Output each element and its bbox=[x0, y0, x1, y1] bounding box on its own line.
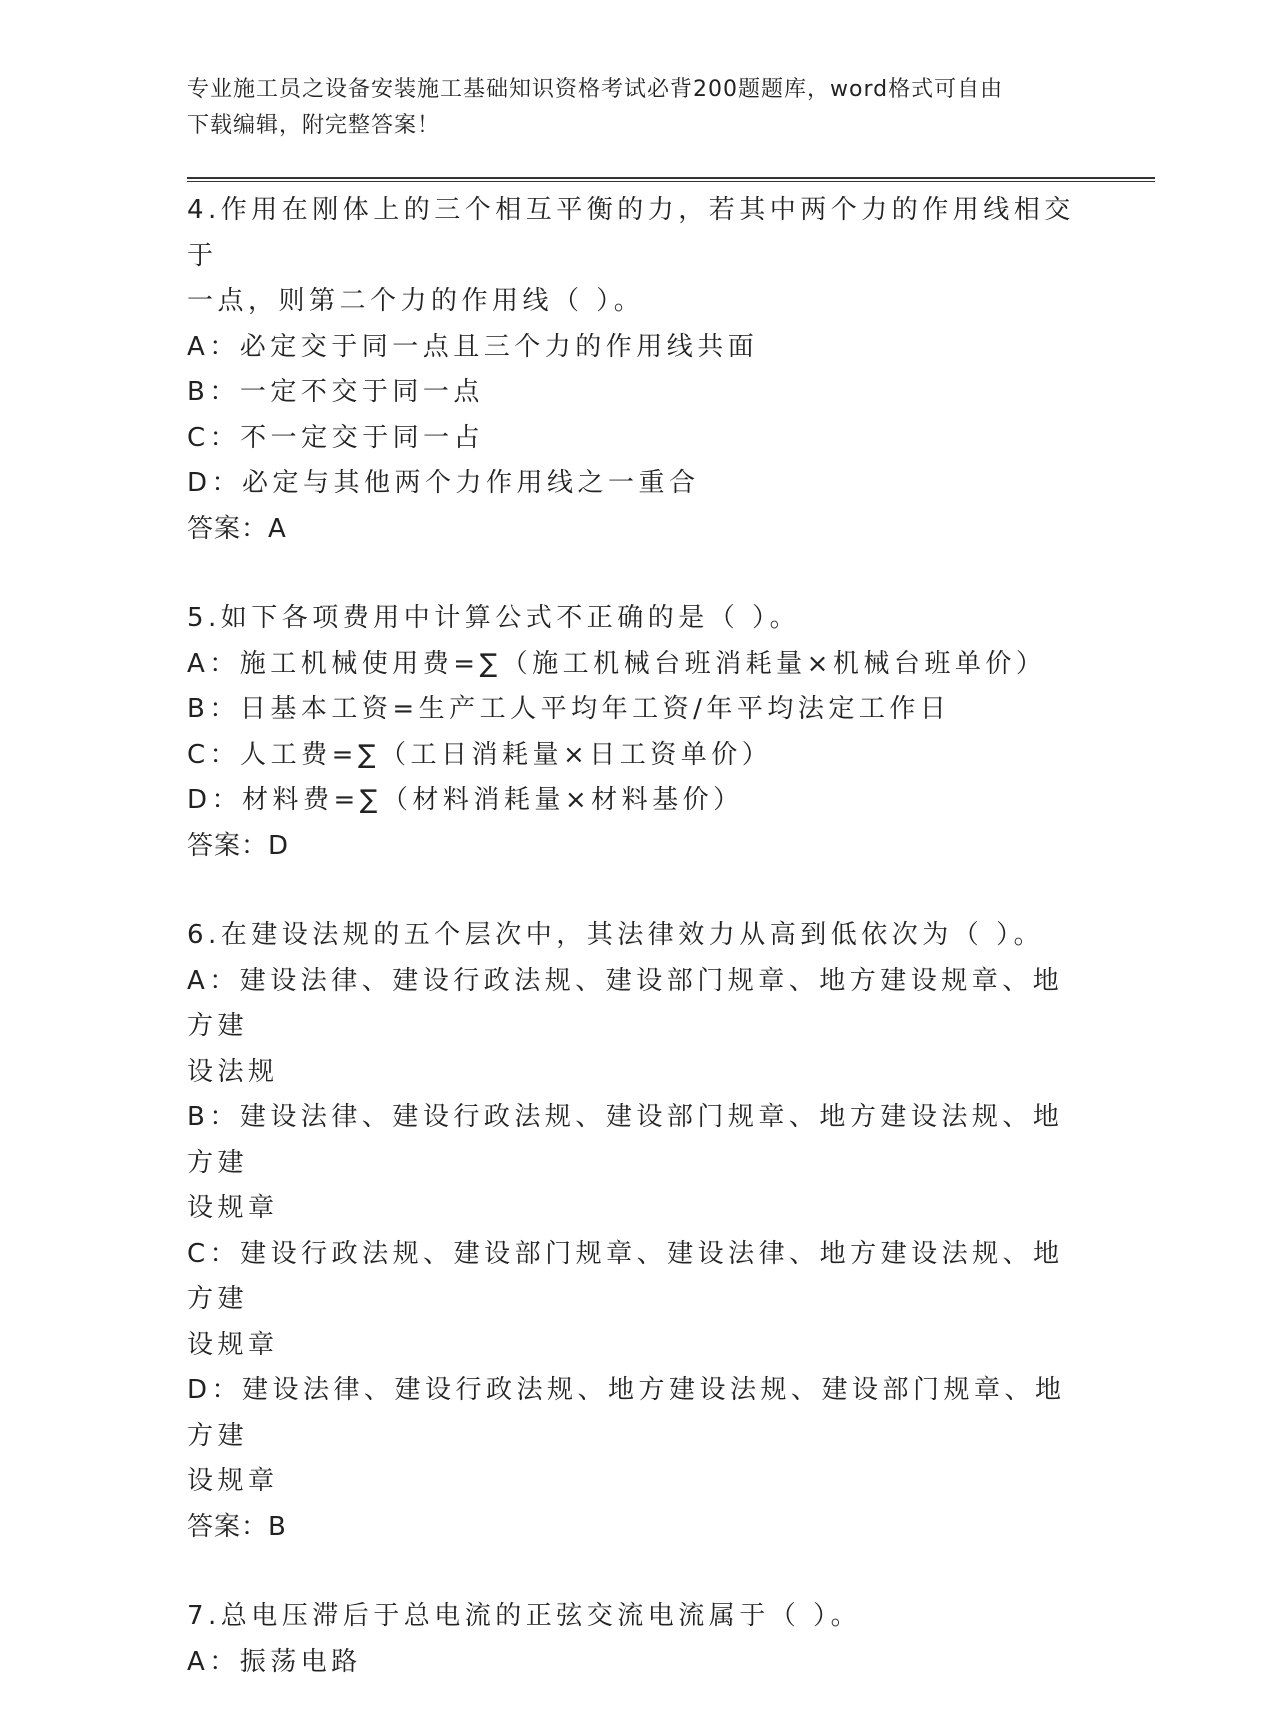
question-stem: 5.如下各项费用中计算公式不正确的是（ ）。 bbox=[187, 603, 801, 633]
question-stem: 4.作用在刚体上的三个相互平衡的力，若其中两个力的作用线相交于 bbox=[187, 195, 1075, 271]
option-a: A：必定交于同一点且三个力的作用线共面 bbox=[187, 331, 759, 362]
question-6 bbox=[187, 913, 1087, 1550]
question-4 bbox=[187, 188, 1087, 552]
option-b: B：一定不交于同一点 bbox=[187, 377, 484, 407]
option-d: D：必定与其他两个力作用线之一重合 bbox=[187, 468, 700, 498]
question-stem-continued: 一点，则第二个力的作用线（ ）。 bbox=[187, 286, 645, 316]
option-d: D：材料费=∑（材料消耗量×材料基价） bbox=[187, 785, 744, 815]
answer: 答案：D bbox=[187, 830, 290, 861]
option-c: C：人工费=∑（工日消耗量×日工资单价） bbox=[187, 739, 773, 770]
option-b: B：建设法律、建设行政法规、建设部门规章、地方建设法规、地方建 bbox=[187, 1102, 1064, 1178]
option-c-continued: 设规章 bbox=[187, 1329, 279, 1360]
option-c: C：建设行政法规、建设部门规章、建设法律、地方建设法规、地方建 bbox=[187, 1238, 1064, 1314]
option-a: A：建设法律、建设行政法规、建设部门规章、地方建设规章、地方建 bbox=[187, 965, 1064, 1041]
option-a: A：施工机械使用费=∑（施工机械台班消耗量×机械台班单价） bbox=[187, 648, 1047, 679]
option-b: B：日基本工资=生产工人平均年工资/年平均法定工作日 bbox=[187, 694, 951, 724]
option-d-continued: 设规章 bbox=[187, 1466, 279, 1496]
header-rule-thin bbox=[187, 181, 1155, 182]
answer: 答案：A bbox=[187, 513, 287, 544]
header-line-1: 专业施工员之设备安装施工基础知识资格考试必背200题题库，word格式可自由 bbox=[187, 77, 1004, 102]
option-b-continued: 设规章 bbox=[187, 1193, 279, 1223]
question-list bbox=[187, 188, 1087, 1729]
question-5 bbox=[187, 596, 1087, 869]
option-a: A：振荡电路 bbox=[187, 1646, 362, 1677]
option-d: D：建设法律、建设行政法规、地方建设法规、建设部门规章、地方建 bbox=[187, 1375, 1066, 1451]
answer: 答案：B bbox=[187, 1511, 287, 1542]
option-c: C：不一定交于同一占 bbox=[187, 422, 485, 453]
page-header bbox=[187, 72, 1067, 144]
question-7 bbox=[187, 1594, 1087, 1685]
header-line-2: 下载编辑，附完整答案！ bbox=[187, 113, 441, 138]
question-stem: 6.在建设法规的五个层次中，其法律效力从高到低依次为（ ）。 bbox=[187, 920, 1045, 950]
option-a-continued: 设法规 bbox=[187, 1056, 279, 1087]
header-rule-thick bbox=[187, 177, 1155, 179]
question-stem: 7.总电压滞后于总电流的正弦交流电流属于（ ）。 bbox=[187, 1601, 862, 1631]
